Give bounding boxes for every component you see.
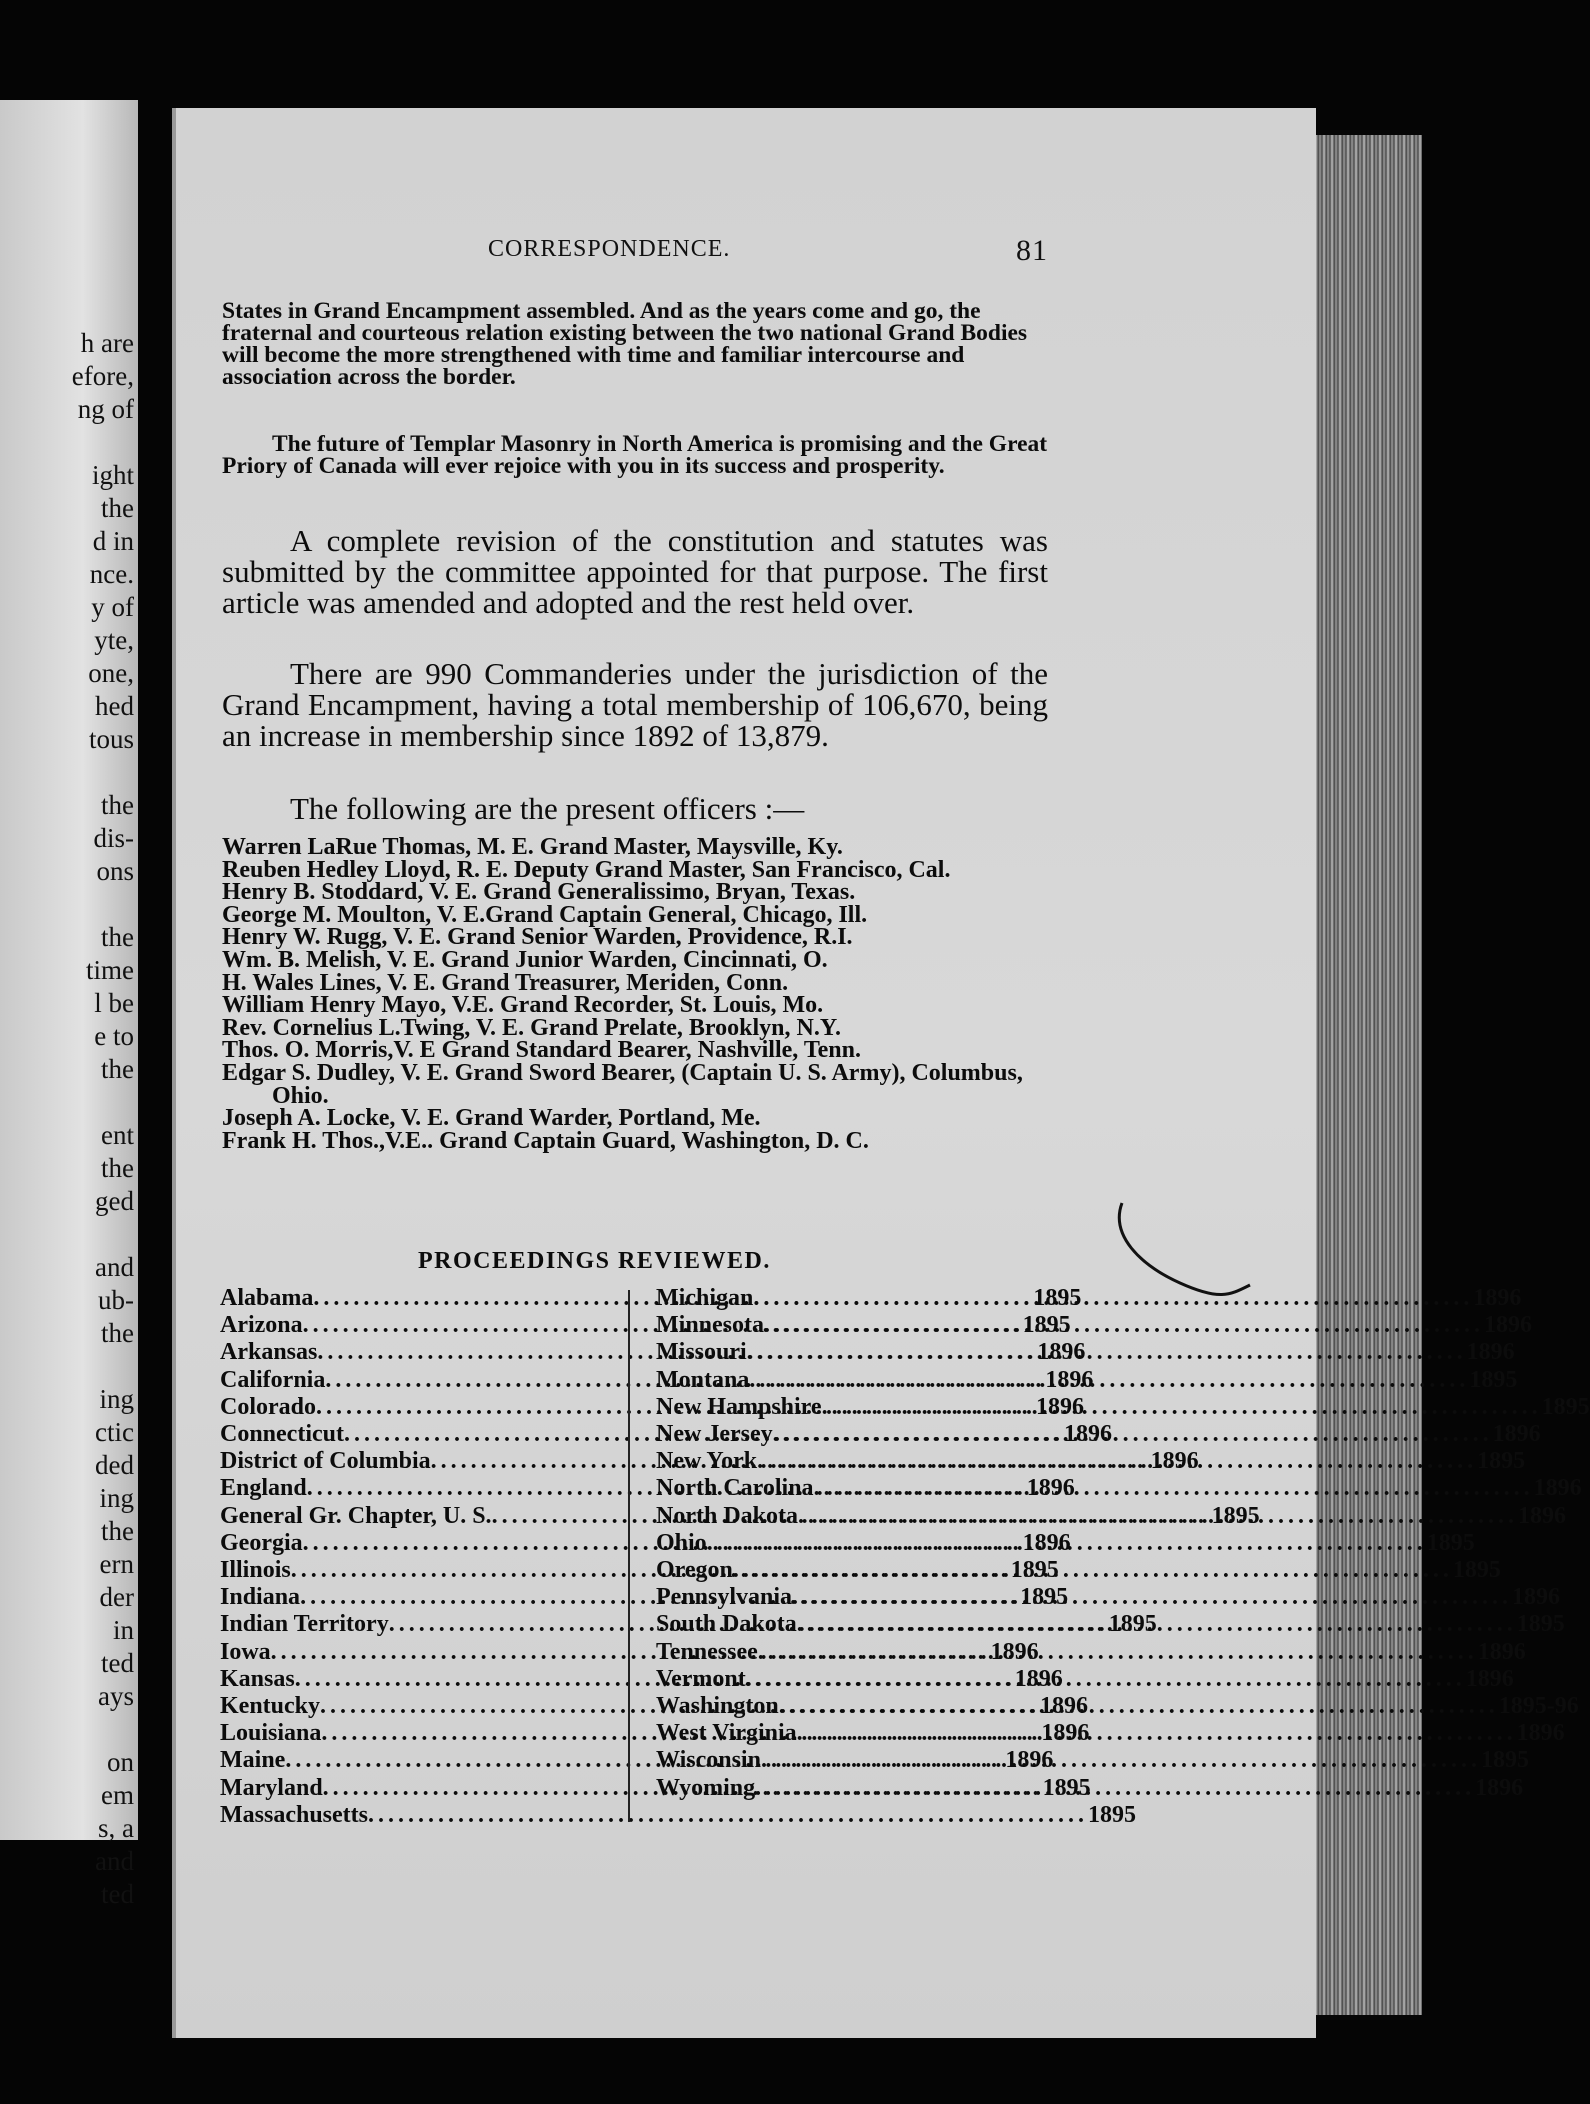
proceedings-year: 1895 <box>1516 1611 1565 1638</box>
facing-page-text: and <box>95 1846 134 1876</box>
jurisdiction-name: Maine <box>220 1747 286 1774</box>
jurisdiction-name: Indian Territory <box>220 1611 389 1638</box>
jurisdiction-name: Oregon <box>656 1557 733 1584</box>
proceedings-row <box>656 1421 1541 1448</box>
officer-line: Frank H. Thos.,V.E.. Grand Captain Guard, Washington, D. C. <box>222 1127 869 1154</box>
facing-page-text: ight <box>91 460 134 490</box>
facing-page-fragment <box>0 100 138 1909</box>
proceedings-row <box>656 1339 1515 1366</box>
facing-page-text: ted <box>101 1879 134 1909</box>
column-divider <box>628 1290 630 1822</box>
leader-dots <box>707 1530 1427 1557</box>
facing-page-text: on <box>107 1747 134 1777</box>
leader-dots <box>822 1394 1542 1421</box>
jurisdiction-name: Maryland <box>220 1774 323 1801</box>
jurisdiction-name: Georgia <box>220 1529 303 1556</box>
officer-line: Henry B. Stoddard, V. E. Grand Generalissimo, Bryan, Texas. <box>222 879 856 906</box>
facing-page-text: em <box>101 1780 134 1810</box>
facing-page-text: ays <box>98 1681 134 1711</box>
facing-page-text: ing <box>99 1384 134 1414</box>
facing-page-text: yte, <box>94 625 134 655</box>
jurisdiction-name: Montana <box>656 1366 750 1393</box>
jurisdiction-name: North Carolina <box>656 1475 814 1502</box>
facing-page-text: ing <box>99 1483 134 1513</box>
officer-line: Joseph A. Locke, V. E. Grand Warder, Portland, Me. <box>222 1105 761 1132</box>
jurisdiction-name: Minnesota <box>656 1312 764 1339</box>
leader-dots <box>749 1367 1469 1394</box>
jurisdiction-name: New Jersey <box>656 1421 773 1448</box>
facing-page-text: s, a <box>98 1813 134 1843</box>
proceedings-year: 1895 <box>1022 1312 1071 1339</box>
proceedings-year: 1895 <box>1010 1557 1059 1584</box>
proceedings-year: 1895 <box>1088 1801 1136 1828</box>
proceedings-year: 1895 <box>1020 1584 1069 1611</box>
jurisdiction-name: Alabama <box>220 1285 314 1311</box>
facing-page-text: tous <box>88 724 134 754</box>
jurisdiction-name: Louisiana <box>220 1720 322 1747</box>
paragraph-5: The following are the present officers :— <box>290 791 805 826</box>
jurisdiction-name: North Dakota <box>656 1502 798 1529</box>
proceedings-heading: PROCEEDINGS REVIEWED. <box>418 1248 771 1274</box>
paragraph-2: The future of Templar Masonry in North America is promising and the Great Priory of Canada will ever rejoice with you in its success and prosperity. <box>222 431 1048 479</box>
facing-page-text: the <box>101 922 134 952</box>
facing-page-text: the <box>101 1516 134 1546</box>
proceedings-year: 1896 <box>1466 1339 1515 1366</box>
officer-line: Reuben Hedley Lloyd, R. E. Deputy Grand Master, San Francisco, Cal. <box>222 856 951 883</box>
paragraph-3: A complete revision of the constitution and statutes was submitted by the committee appointed for that purpose. The first article was amended and adopted and the rest held over. <box>222 523 1048 620</box>
proceedings-year: 1895 <box>1033 1285 1082 1311</box>
leader-dots <box>792 1584 1512 1611</box>
facing-page-text: e to <box>94 1021 134 1051</box>
proceedings-column-right <box>656 1285 1590 1802</box>
running-title: CORRESPONDENCE. <box>488 236 731 262</box>
proceedings-year: 1896 <box>1036 1393 1084 1420</box>
proceedings-row <box>656 1720 1565 1747</box>
jurisdiction-name: Arkansas <box>220 1339 318 1366</box>
jurisdiction-name: Wyoming <box>656 1774 756 1801</box>
leader-dots <box>755 1775 1475 1802</box>
paragraph-1: States in Grand Encampment assembled. And as the years come and go, the fraternal and courteous relation existing between the two national Grand Bodies will become the more strengthened with time and familiar intercourse and association across the border. <box>222 298 1028 390</box>
proceedings-year: 1896 <box>1063 1421 1112 1448</box>
facing-page-text: the <box>101 493 134 523</box>
facing-page-text: the <box>101 790 134 820</box>
proceedings-year: 1895 <box>1426 1529 1475 1556</box>
jurisdiction-name: Indiana <box>220 1584 301 1611</box>
proceedings-year: 1896 <box>1465 1665 1514 1692</box>
proceedings-year: 1896 <box>1484 1312 1532 1339</box>
officer-line: Rev. Cornelius L.Twing, V. E. Grand Prelate, Brooklyn, N.Y. <box>222 1014 841 1041</box>
jurisdiction-name: New York <box>656 1448 758 1475</box>
jurisdiction-name: Vermont <box>656 1665 746 1692</box>
officer-line: Wm. B. Melish, V. E. Grand Junior Warden, Cincinnati, O. <box>222 946 828 973</box>
jurisdiction-name: England <box>220 1475 307 1502</box>
proceedings-year: 1896 <box>1516 1720 1565 1747</box>
facing-page-text: hed <box>95 691 134 721</box>
jurisdiction-name: South Dakota <box>656 1611 797 1638</box>
facing-page-text: dis- <box>93 823 134 853</box>
leader-dots <box>814 1475 1534 1502</box>
facing-page-text: ged <box>95 1186 134 1216</box>
proceedings-year: 1896 <box>1041 1720 1090 1747</box>
facing-page-text: ons <box>96 856 134 886</box>
facing-page-text: ern <box>99 1549 134 1579</box>
jurisdiction-name: Kansas <box>220 1665 295 1692</box>
proceedings-year: 1896 <box>1022 1529 1071 1556</box>
facing-page-text: l be <box>94 988 134 1018</box>
jurisdiction-name: Iowa <box>220 1638 271 1665</box>
proceedings-row <box>656 1611 1565 1638</box>
running-header <box>488 236 1058 270</box>
jurisdiction-name: Ohio <box>656 1529 707 1556</box>
leader-dots <box>798 1503 1518 1530</box>
proceedings-year: 1896 <box>1492 1421 1541 1448</box>
proceedings-year: 1896 <box>1005 1747 1054 1774</box>
facing-page-text: time <box>86 955 134 985</box>
jurisdiction-name: Wisconsin <box>656 1747 761 1774</box>
officer-line: Henry W. Rugg, V. E. Grand Senior Warden, Providence, R.I. <box>222 924 853 951</box>
proceedings-year: 1895 <box>1477 1448 1526 1475</box>
proceedings-year: 1896 <box>1477 1638 1526 1665</box>
facing-page-text: the <box>101 1153 134 1183</box>
proceedings-year: 1895 <box>1541 1393 1590 1420</box>
proceedings-year: 1896 <box>1040 1693 1089 1720</box>
officer-line: Warren LaRue Thomas, M. E. Grand Master, Maysville, Ky. <box>222 834 843 860</box>
leader-dots <box>797 1720 1517 1747</box>
jurisdiction-name: Colorado <box>220 1393 316 1420</box>
jurisdiction-name: Massachusetts <box>220 1801 368 1828</box>
proceedings-year: 1895-96 <box>1498 1693 1579 1720</box>
facing-page-text: ent <box>101 1120 134 1150</box>
proceedings-row <box>656 1475 1582 1502</box>
jurisdiction-name: Pennsylvania <box>656 1584 793 1611</box>
proceedings-year: 1896 <box>1533 1475 1582 1502</box>
proceedings-year: 1896 <box>1026 1475 1075 1502</box>
proceedings-row <box>220 1801 1136 1829</box>
leader-dots <box>746 1666 1466 1693</box>
page-number: 81 <box>1016 234 1048 267</box>
proceedings-year: 1896 <box>1512 1584 1561 1611</box>
proceedings-year: 1895 <box>1452 1557 1501 1584</box>
jurisdiction-name: District of Columbia <box>220 1448 431 1475</box>
facing-page-text: the <box>101 1054 134 1084</box>
facing-page-text: ctic <box>95 1417 134 1447</box>
facing-page-text: one, <box>88 658 134 688</box>
facing-page-text: d in <box>92 526 134 556</box>
leader-dots <box>797 1611 1517 1638</box>
jurisdiction-name: Tennessee <box>656 1638 758 1665</box>
officer-line: H. Wales Lines, V. E. Grand Treasurer, Meriden, Conn. <box>222 969 789 996</box>
facing-page-text: ted <box>101 1648 134 1678</box>
proceedings-row <box>656 1747 1529 1774</box>
proceedings-year: 1896 <box>990 1638 1039 1665</box>
jurisdiction-name: Washington <box>656 1693 779 1720</box>
facing-page-text: ded <box>95 1450 134 1480</box>
leader-dots <box>761 1747 1481 1774</box>
jurisdiction-name: Missouri <box>656 1339 747 1366</box>
proceedings-year: 1896 <box>1518 1502 1566 1529</box>
facing-page-text: ub- <box>98 1285 134 1315</box>
jurisdiction-name: General Gr. Chapter, U. S. <box>220 1502 492 1529</box>
facing-page-text: nce. <box>89 559 134 589</box>
proceedings-year: 1895 <box>1108 1611 1157 1638</box>
jurisdiction-name: New Hampshire <box>656 1393 822 1420</box>
facing-page-text: ng of <box>77 394 134 424</box>
facing-page-text: h are <box>80 328 134 358</box>
facing-page-text: efore, <box>71 361 134 391</box>
leader-dots <box>764 1312 1484 1339</box>
proceedings-year: 1896 <box>1037 1339 1086 1366</box>
officer-line: George M. Moulton, V. E.Grand Captain General, Chicago, Ill. <box>222 901 868 928</box>
jurisdiction-name: Kentucky <box>220 1693 321 1720</box>
leader-dots <box>733 1557 1453 1584</box>
proceedings-year: 1896 <box>1475 1774 1524 1801</box>
facing-page-text: der <box>99 1582 134 1612</box>
leader-dots <box>368 1802 1088 1829</box>
proceedings-year: 1895 <box>1211 1502 1260 1529</box>
proceedings-year: 1895 <box>1042 1774 1091 1801</box>
jurisdiction-name: West Virginia <box>656 1720 797 1747</box>
proceedings-row <box>656 1665 1514 1693</box>
officer-line: Edgar S. Dudley, V. E. Grand Sword Bearer, (Captain U. S. Army), Columbus, Ohio. <box>222 1059 1023 1109</box>
leader-dots <box>757 1448 1477 1475</box>
proceedings-year: 1895 <box>1480 1747 1529 1774</box>
facing-page-text: the <box>101 1318 134 1348</box>
proceedings-year: 1896 <box>1473 1285 1522 1311</box>
paragraph-4: There are 990 Commanderies under the jurisdiction of the Grand Encampment, having a total membership of 106,670, being an increase in membership since 1892 of 13,879. <box>222 656 1048 753</box>
leader-dots <box>758 1639 1478 1666</box>
facing-page-text: y of <box>91 592 134 622</box>
leader-dots <box>747 1339 1467 1366</box>
proceedings-year: 1896 <box>1045 1366 1094 1393</box>
facing-page-text: and <box>95 1252 134 1282</box>
leader-dots <box>779 1693 1499 1720</box>
leader-dots <box>773 1421 1493 1448</box>
proceedings-year: 1895 <box>1469 1366 1518 1393</box>
officers-list <box>222 836 1052 1152</box>
facing-page-text: in <box>112 1615 134 1645</box>
jurisdiction-name: Connecticut <box>220 1421 344 1448</box>
jurisdiction-name: Illinois <box>220 1557 291 1584</box>
proceedings-year: 1896 <box>1150 1448 1199 1475</box>
jurisdiction-name: California <box>220 1366 326 1393</box>
proceedings-row <box>656 1557 1501 1584</box>
pencil-mark <box>1110 1195 1260 1315</box>
officer-line: Thos. O. Morris,V. E Grand Standard Bearer, Nashville, Tenn. <box>222 1037 861 1064</box>
proceedings-year: 1896 <box>1014 1665 1063 1692</box>
proceedings-row <box>656 1638 1526 1666</box>
jurisdiction-name: Michigan <box>656 1285 754 1311</box>
jurisdiction-name: Arizona <box>220 1312 303 1339</box>
officer-line: William Henry Mayo, V.E. Grand Recorder, St. Louis, Mo. <box>222 992 824 1019</box>
